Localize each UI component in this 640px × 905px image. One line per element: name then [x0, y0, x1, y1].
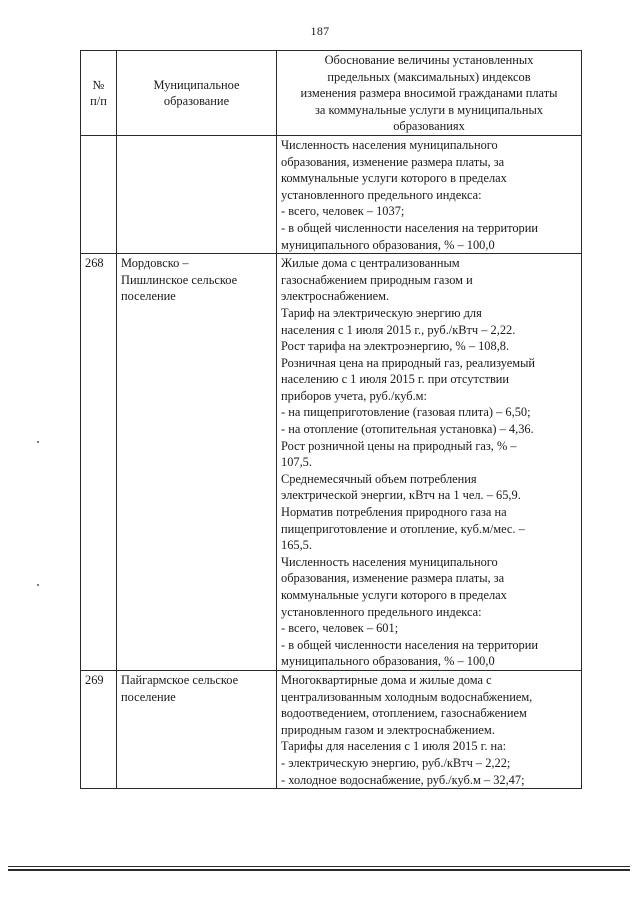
header-number — [81, 51, 117, 136]
table-row — [81, 254, 582, 671]
justification-line: установленного предельного индекса: — [281, 187, 482, 202]
row-justification — [277, 135, 582, 253]
municipality-line: Пишлинское сельское — [121, 272, 238, 287]
scan-speck — [37, 584, 39, 586]
header-justification-line: предельных (максимальных) индексов — [327, 69, 531, 84]
header-number-line: п/п — [90, 94, 107, 109]
header-justification-line: образованиях — [393, 119, 465, 134]
justification-line: электрической энергии, кВтч на 1 чел. – 65,9. — [281, 488, 521, 503]
justification-line: Многоквартирные дома и жилые дома с — [281, 672, 492, 687]
header-justification-line: Обоснование величины установленных — [324, 53, 534, 67]
justification-line: Жилые дома с централизованным — [281, 256, 460, 271]
row-municipality — [117, 135, 277, 253]
row-number: 268 — [81, 254, 117, 671]
justification-line: Тарифы для населения с 1 июля 2015 г. на: — [281, 739, 507, 754]
justification-line: Тариф на электрическую энергию для — [281, 305, 482, 320]
row-municipality — [117, 670, 277, 788]
header-number-line: № — [92, 77, 105, 92]
justification-line: - электрическую энергию, руб./кВтч – 2,22; — [281, 755, 511, 770]
header-justification-line: за коммунальные услуги в муниципальных — [315, 102, 543, 117]
justification-line: водоотведением, отоплением, газоснабжением — [281, 706, 527, 721]
tariff-justification-table — [80, 50, 582, 789]
justification-line: природным газом и электроснабжением. — [281, 722, 495, 737]
municipality-line: Мордовско – — [121, 256, 189, 271]
header-municipality — [117, 51, 277, 136]
municipality-line: поселение — [121, 289, 176, 304]
header-municipality-line: Муниципальное — [153, 77, 240, 92]
table-header-row — [81, 51, 582, 136]
justification-line: образования, изменение размера платы, за — [281, 571, 505, 586]
justification-line: - холодное водоснабжение, руб./куб.м – 32,47; — [281, 772, 525, 787]
justification-line: газоснабжением природным газом и — [281, 272, 473, 287]
justification-line: Норматив потребления природного газа на — [281, 505, 507, 520]
municipality-line: поселение — [121, 689, 176, 704]
header-justification-line: изменения размера вносимой гражданами платы — [300, 86, 558, 101]
justification-line: Численность населения муниципального — [281, 554, 498, 569]
justification-line: 165,5. — [281, 538, 312, 553]
bottom-rule — [8, 866, 630, 867]
table-body — [81, 135, 582, 788]
justification-line: Среднемесячный объем потребления — [281, 471, 477, 486]
row-justification — [277, 254, 582, 671]
justification-line: Рост розничной цены на природный газ, % – — [281, 438, 517, 453]
justification-line: 107,5. — [281, 455, 312, 470]
row-number — [81, 135, 117, 253]
scan-speck — [37, 441, 39, 443]
row-municipality — [117, 254, 277, 671]
justification-line: - всего, человек – 601; — [281, 621, 399, 636]
table-row — [81, 670, 582, 788]
justification-line: коммунальные услуги которого в пределах — [281, 588, 507, 602]
justification-line: муниципального образования, % – 100,0 — [281, 237, 495, 252]
justification-line: - на отопление (отопительная установка) – 4,36. — [281, 422, 534, 437]
justification-line: централизованным холодным водоснабжением, — [281, 689, 533, 704]
justification-line: - в общей численности населения на территории — [281, 220, 538, 235]
justification-line: установленного предельного индекса: — [281, 604, 482, 619]
header-justification — [277, 51, 582, 136]
bottom-rule-thick — [8, 869, 630, 871]
justification-line: - в общей численности населения на территории — [281, 637, 538, 652]
table-row — [81, 135, 582, 253]
justification-line: пищеприготовление и отопление, куб.м/мес. – — [281, 521, 525, 536]
justification-line: Рост тарифа на электроэнергию, % – 108,8. — [281, 339, 510, 354]
justification-line: - на пищеприготовление (газовая плита) – 6,50; — [281, 405, 531, 420]
justification-line: населению с 1 июля 2015 г. при отсутствии — [281, 372, 510, 387]
justification-line: Розничная цена на природный газ, реализуемый — [281, 355, 536, 370]
municipality-line: Пайгармское сельское — [121, 672, 239, 687]
row-number: 269 — [81, 670, 117, 788]
justification-line: образования, изменение размера платы, за — [281, 154, 505, 169]
justification-line: приборов учета, руб./куб.м: — [281, 388, 427, 403]
justification-line: электроснабжением. — [281, 289, 390, 304]
justification-line: населения с 1 июля 2015 г., руб./кВтч – 2,22. — [281, 322, 516, 337]
header-municipality-line: образование — [163, 94, 230, 109]
justification-line: Численность населения муниципального — [281, 137, 498, 152]
page-number: 187 — [310, 24, 330, 38]
row-justification — [277, 670, 582, 788]
justification-line: муниципального образования, % – 100,0 — [281, 654, 495, 669]
justification-line: коммунальные услуги которого в пределах — [281, 171, 507, 186]
justification-line: - всего, человек – 1037; — [281, 204, 405, 219]
